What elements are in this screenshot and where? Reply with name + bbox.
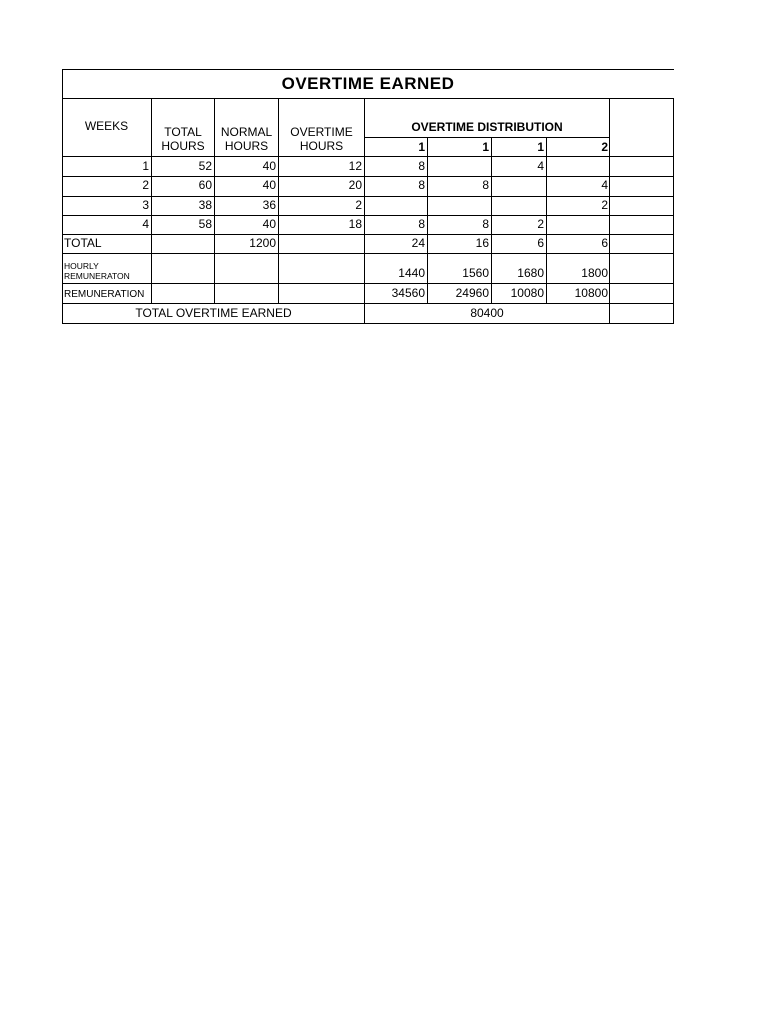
distribution-col-header: 1	[482, 140, 489, 154]
distribution-cell: 24	[411, 236, 425, 250]
distribution-cell: 2	[537, 217, 544, 231]
distribution-cell: 1800	[581, 266, 608, 280]
overtime-hours-cell: 20	[348, 178, 362, 192]
distribution-col-header: 2	[601, 140, 608, 154]
total-label: TOTAL	[64, 236, 102, 250]
total-hours-cell: 38	[198, 198, 212, 212]
distribution-cell: 8	[418, 178, 425, 192]
grid-line	[62, 303, 674, 304]
grid-line	[62, 234, 674, 235]
header-overtime-hours-2: HOURS	[299, 139, 344, 153]
grid-line	[62, 215, 674, 216]
distribution-col-header: 1	[537, 140, 544, 154]
normal-hours-cell: 40	[262, 159, 276, 173]
overtime-hours-cell: 12	[348, 159, 362, 173]
distribution-cell: 4	[601, 178, 608, 192]
overtime-hours-cell: 18	[348, 217, 362, 231]
header-total-hours-1: TOTAL	[164, 125, 202, 139]
header-normal-hours-1: NORMAL	[220, 125, 273, 139]
grid-line	[62, 69, 63, 324]
distribution-cell: 8	[418, 217, 425, 231]
grid-line	[62, 98, 674, 99]
week-cell: 4	[142, 217, 149, 231]
distribution-cell: 1680	[517, 266, 544, 280]
distribution-cell: 6	[537, 236, 544, 250]
grand-total-value: 80400	[470, 306, 504, 320]
distribution-cell: 4	[537, 159, 544, 173]
week-cell: 3	[142, 198, 149, 212]
grid-line	[62, 196, 674, 197]
grid-line	[62, 283, 674, 284]
normal-hours-cell: 36	[262, 198, 276, 212]
page-title: OVERTIME EARNED	[281, 74, 455, 93]
distribution-cell: 8	[482, 217, 489, 231]
grid-line	[364, 137, 610, 138]
normal-hours-cell: 40	[262, 178, 276, 192]
hourly-label-2: REMUNERATON	[64, 271, 130, 281]
total-hours-cell: 52	[198, 159, 212, 173]
distribution-cell: 1560	[462, 266, 489, 280]
distribution-cell: 8	[482, 178, 489, 192]
distribution-cell: 16	[475, 236, 489, 250]
overtime-sheet	[62, 69, 674, 324]
grid-line	[62, 176, 674, 177]
distribution-cell: 24960	[455, 286, 489, 300]
normal-hours-cell: 40	[262, 217, 276, 231]
distribution-col-header: 1	[418, 140, 425, 154]
distribution-cell: 2	[601, 198, 608, 212]
remuneration-label: REMUNERATION	[64, 289, 145, 300]
grid-line	[62, 323, 674, 324]
total-hours-cell: 58	[198, 217, 212, 231]
header-total-hours-2: HOURS	[161, 139, 205, 153]
header-overtime-hours-1: OVERTIME	[290, 125, 353, 139]
total-normal-hours: 1200	[249, 236, 276, 250]
distribution-cell: 8	[418, 159, 425, 173]
hourly-label-1: HOURLY	[64, 261, 99, 271]
week-cell: 2	[142, 178, 149, 192]
distribution-cell: 1440	[398, 266, 425, 280]
distribution-cell: 10080	[510, 286, 544, 300]
grid-line	[62, 156, 674, 157]
header-overtime-distribution: OVERTIME DISTRIBUTION	[411, 120, 563, 134]
grid-line	[62, 69, 674, 70]
distribution-cell: 10800	[574, 286, 608, 300]
overtime-hours-cell: 2	[355, 198, 362, 212]
distribution-cell: 34560	[391, 286, 425, 300]
distribution-cell: 6	[601, 236, 608, 250]
total-hours-cell: 60	[198, 178, 212, 192]
grid-line	[609, 98, 610, 324]
grid-line	[62, 253, 674, 254]
header-weeks: WEEKS	[84, 119, 129, 133]
grid-line	[673, 98, 674, 324]
header-normal-hours-2: HOURS	[224, 139, 269, 153]
grand-total-label: TOTAL OVERTIME EARNED	[135, 306, 292, 320]
week-cell: 1	[142, 159, 149, 173]
